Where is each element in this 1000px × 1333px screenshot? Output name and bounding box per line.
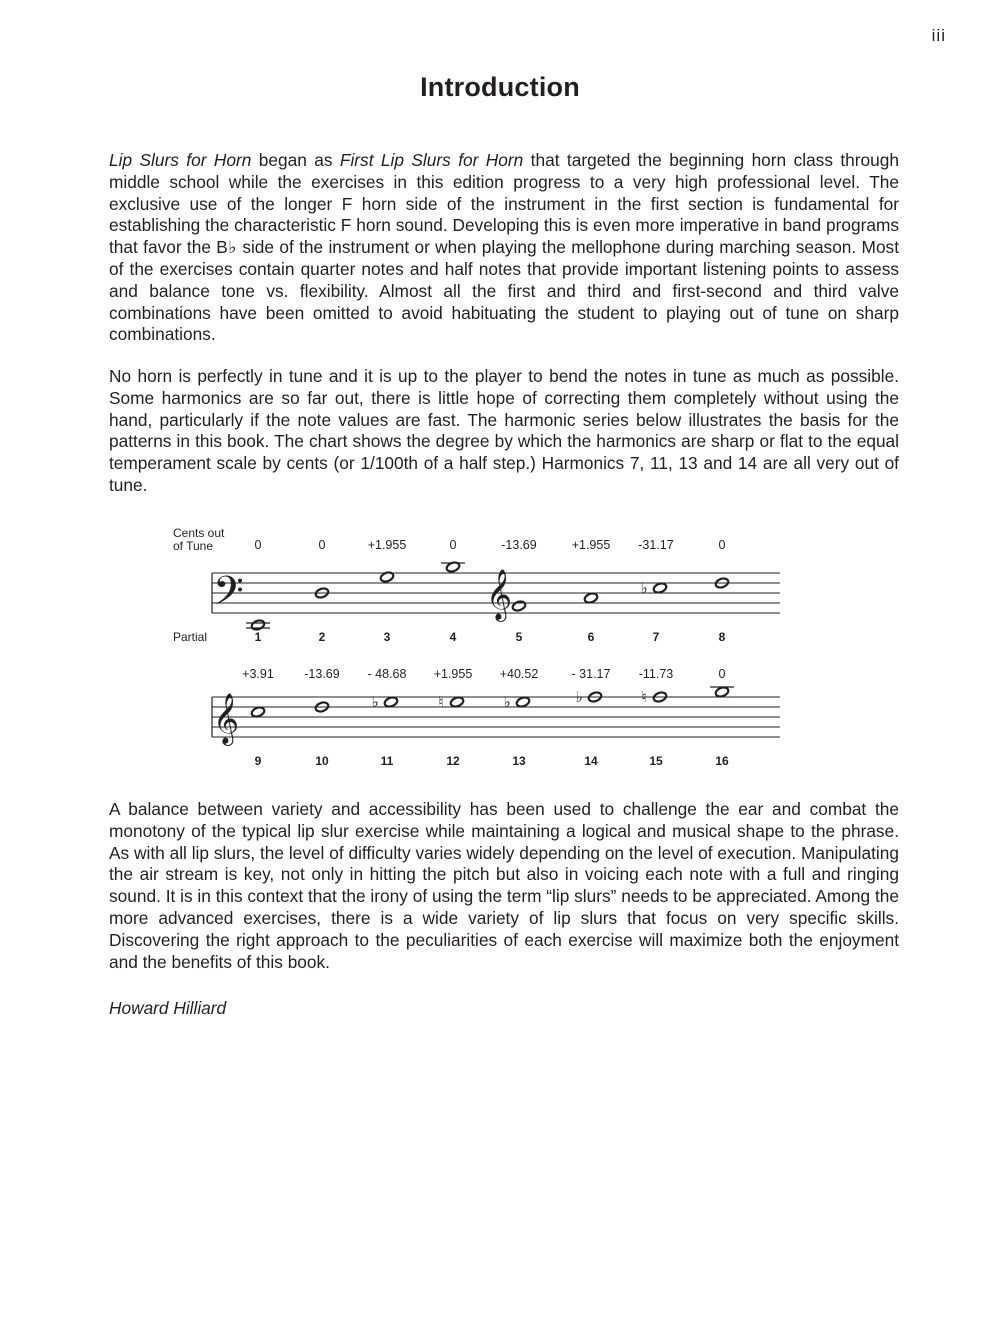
cents-value-2: 0 xyxy=(318,538,326,552)
bass-clef-icon: 𝄢 xyxy=(213,570,244,623)
cents-value-12: +1.955 xyxy=(433,667,473,681)
paragraph-1-text-a: began as xyxy=(251,150,340,170)
cents-value-6: +1.955 xyxy=(571,538,611,552)
whole-note-1 xyxy=(250,619,265,631)
partial-number-2: 2 xyxy=(318,630,326,644)
author-signature: Howard Hilliard xyxy=(109,998,227,1018)
cents-value-16: 0 xyxy=(718,667,726,681)
cents-value-11: - 48.68 xyxy=(367,667,407,681)
cents-value-5: -13.69 xyxy=(501,538,537,552)
whole-note-6 xyxy=(583,592,598,604)
cents-value-3: +1.955 xyxy=(367,538,407,552)
cents-label-line-2: of Tune xyxy=(173,539,214,553)
harmonic-series-figure xyxy=(0,515,1000,775)
intro-paragraph-2: No horn is perfectly in tune and it is up to the player to bend the notes in tune as much as possible. Some harmonics are so far out, there is little hope of correcting them completely without using the hand, particularly if the note values are fast. The harmonic series below illustrates the basis for the patterns in this book. The chart shows the degree by which the harmonics are sharp or flat to the equal temperament scale by cents (or 1/100th of a half step.) Harmonics 7, 11, 13 and 14 are all very out of tune. xyxy=(109,366,899,495)
partial-number-5: 5 xyxy=(515,630,523,644)
partial-number-13: 13 xyxy=(512,754,526,768)
natural-accidental-icon-12: ♮ xyxy=(438,694,444,711)
partial-number-16: 16 xyxy=(715,754,729,768)
cents-value-4: 0 xyxy=(449,538,457,552)
natural-accidental-icon-15: ♮ xyxy=(641,689,647,706)
cents-label-line-1: Cents out xyxy=(173,526,225,540)
intro-paragraph-1 xyxy=(109,150,899,346)
whole-note-9 xyxy=(250,706,265,718)
partial-number-3: 3 xyxy=(383,630,391,644)
partial-number-14: 14 xyxy=(584,754,598,768)
cents-value-10: -13.69 xyxy=(304,667,340,681)
partial-number-4: 4 xyxy=(449,630,457,644)
partial-number-1: 1 xyxy=(254,630,262,644)
cents-value-13: +40.52 xyxy=(499,667,539,681)
cents-value-14: - 31.17 xyxy=(571,667,611,681)
partial-number-6: 6 xyxy=(587,630,595,644)
cents-value-8: 0 xyxy=(718,538,726,552)
treble-clef-icon: 𝄞 xyxy=(486,570,513,619)
cents-value-1: 0 xyxy=(254,538,262,552)
partial-number-7: 7 xyxy=(652,630,660,644)
flat-accidental-icon-14: ♭ xyxy=(575,689,583,706)
flat-accidental-icon-11: ♭ xyxy=(371,694,379,711)
partial-number-15: 15 xyxy=(649,754,663,768)
partial-number-8: 8 xyxy=(718,630,726,644)
whole-note-7 xyxy=(652,582,667,594)
whole-note-5 xyxy=(511,600,526,612)
partial-label: Partial xyxy=(173,630,208,644)
page-title: Introduction xyxy=(420,72,580,102)
paragraph-1-text-b: that targeted the beginning horn class through middle school while the exercises in this edition progress to a very high professional level. The exclusive use of the longer F horn side of the instrument in the first section is fundamental for establishing the characteristic F horn sound. Developing this is even more imperative in band programs that favor the B♭ side of the instrument or when playing the mellophone during marching season. Most of the exercises contain quarter notes and half notes that provide important listening points to assess and balance tone vs. flexibility. Almost all the first and third and first-second and third valve combinations have been omitted to avoid habituating the student to playing out of tune on sharp combinations. xyxy=(109,150,899,345)
book-title-first-lip-slurs: First Lip Slurs for Horn xyxy=(339,150,524,170)
whole-note-16 xyxy=(714,686,729,698)
partial-number-10: 10 xyxy=(315,754,329,768)
partial-number-9: 9 xyxy=(254,754,262,768)
partial-number-11: 11 xyxy=(380,754,394,768)
staff-2 xyxy=(212,697,780,737)
whole-note-12 xyxy=(449,696,464,708)
partial-number-12: 12 xyxy=(446,754,460,768)
cents-value-9: +3.91 xyxy=(242,667,274,681)
book-title-lip-slurs: Lip Slurs for Horn xyxy=(109,150,252,170)
whole-note-11 xyxy=(383,696,398,708)
cents-value-15: -11.73 xyxy=(638,667,674,681)
page-number: iii xyxy=(931,26,946,45)
flat-accidental-icon-7: ♭ xyxy=(640,580,648,597)
intro-paragraph-3: A balance between variety and accessibility has been used to challenge the ear and combat the monotony of the typical lip slur exercise while maintaining a logical and musical shape to the phrase. As with all lip slurs, the level of difficulty varies widely depending on the level of execution. Manipulating the air stream is key, not only in hitting the pitch but also in voicing each note with a full and ringing sound. It is in this context that the irony of using the term “lip slurs” needs to be appreciated. Among the more advanced exercises, there is a wide variety of lip slurs that focus on very specific skills. Discovering the right approach to the peculiarities of each exercise will maximize both the enjoyment and the benefits of this book. xyxy=(109,799,899,972)
whole-note-13 xyxy=(515,696,530,708)
cents-value-7: -31.17 xyxy=(638,538,674,552)
treble-clef-icon-2: 𝄞 xyxy=(213,694,240,743)
flat-accidental-icon-13: ♭ xyxy=(503,694,511,711)
